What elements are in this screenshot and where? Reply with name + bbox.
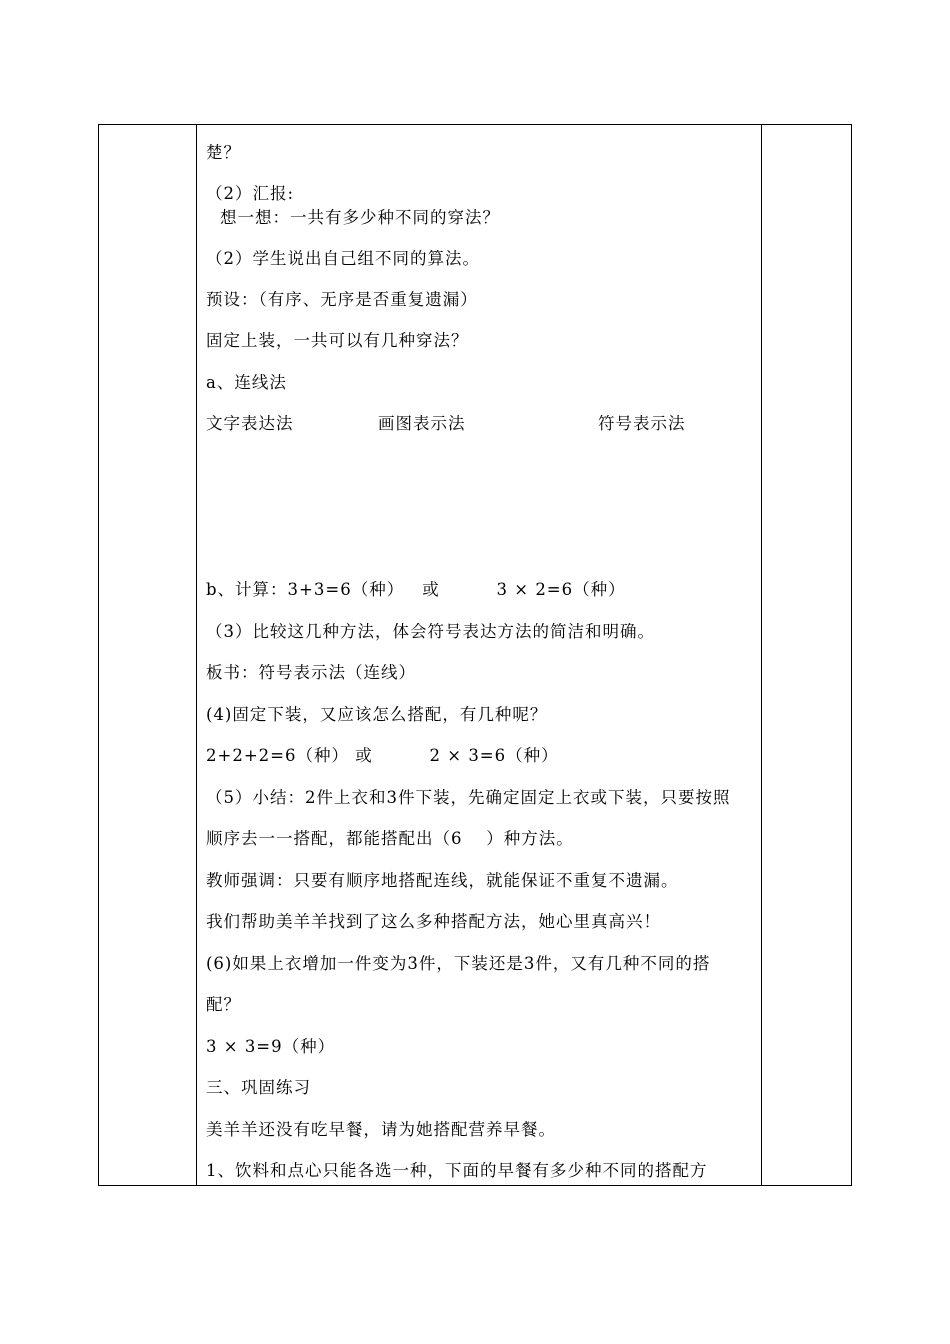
text-line: (4)固定下装，又应该怎么搭配，有几种呢？ xyxy=(206,705,548,724)
text-line: 顺序去一一搭配，都能搭配出（6 ）种方法。 xyxy=(206,829,574,848)
text-line: 我们帮助美羊羊找到了这么多种搭配方法，她心里真高兴！ xyxy=(206,912,661,931)
calc-expression: b、计算：3+3=6（种） xyxy=(206,580,405,599)
text-line: 3 × 3=9（种） xyxy=(206,1037,336,1056)
text-line: 预设：（有序、无序是否重复遗漏） xyxy=(206,290,478,309)
lesson-table xyxy=(98,124,852,1186)
text-line: 楚？ xyxy=(206,143,241,162)
text-line: （2）学生说出自己组不同的算法。 xyxy=(206,249,480,268)
calc-expression: 3 × 2=6（种） xyxy=(496,580,626,599)
calc-or: 或 xyxy=(355,746,373,765)
calc-expression: 2+2+2=6（种） xyxy=(206,746,349,765)
calc-or: 或 xyxy=(422,580,440,599)
calc-row-4 xyxy=(206,745,559,767)
calc-expression: 2 × 3=6（种） xyxy=(429,746,559,765)
text-line: 美羊羊还没有吃早餐，请为她搭配营养早餐。 xyxy=(206,1120,556,1139)
text-line: 固定上装，一共可以有几种穿法？ xyxy=(206,331,469,350)
method-drawing: 画图表示法 xyxy=(378,414,466,433)
section-heading: 三、巩固练习 xyxy=(206,1078,311,1097)
column-divider-right xyxy=(761,125,762,1185)
text-line: a、连线法 xyxy=(206,373,287,392)
text-line: （5）小结：2件上衣和3件下装，先确定固定上衣或下装，只要按照 xyxy=(206,788,731,807)
text-line: 教师强调：只要有顺序地搭配连线，就能保证不重复不遗漏。 xyxy=(206,871,679,890)
text-line: （3）比较这几种方法，体会符号表达方法的简洁和明确。 xyxy=(206,622,655,641)
calc-row-b xyxy=(206,579,626,601)
column-divider-left xyxy=(196,125,197,1185)
text-line: 想一想：一共有多少种不同的穿法？ xyxy=(220,208,500,227)
text-line: (6)如果上衣增加一件变为3件，下装还是3件，又有几种不同的搭 xyxy=(206,954,711,973)
method-text: 文字表达法 xyxy=(206,414,294,433)
text-line: （2）汇报: xyxy=(206,184,295,203)
methods-row xyxy=(206,413,726,435)
text-line: 配？ xyxy=(206,995,241,1014)
text-line: 板书：符号表示法（连线） xyxy=(206,663,416,682)
text-line: 1、饮料和点心只能各选一种，下面的早餐有多少种不同的搭配方 xyxy=(206,1161,708,1180)
method-symbol: 符号表示法 xyxy=(598,414,686,433)
lesson-content-cell xyxy=(206,125,754,1185)
